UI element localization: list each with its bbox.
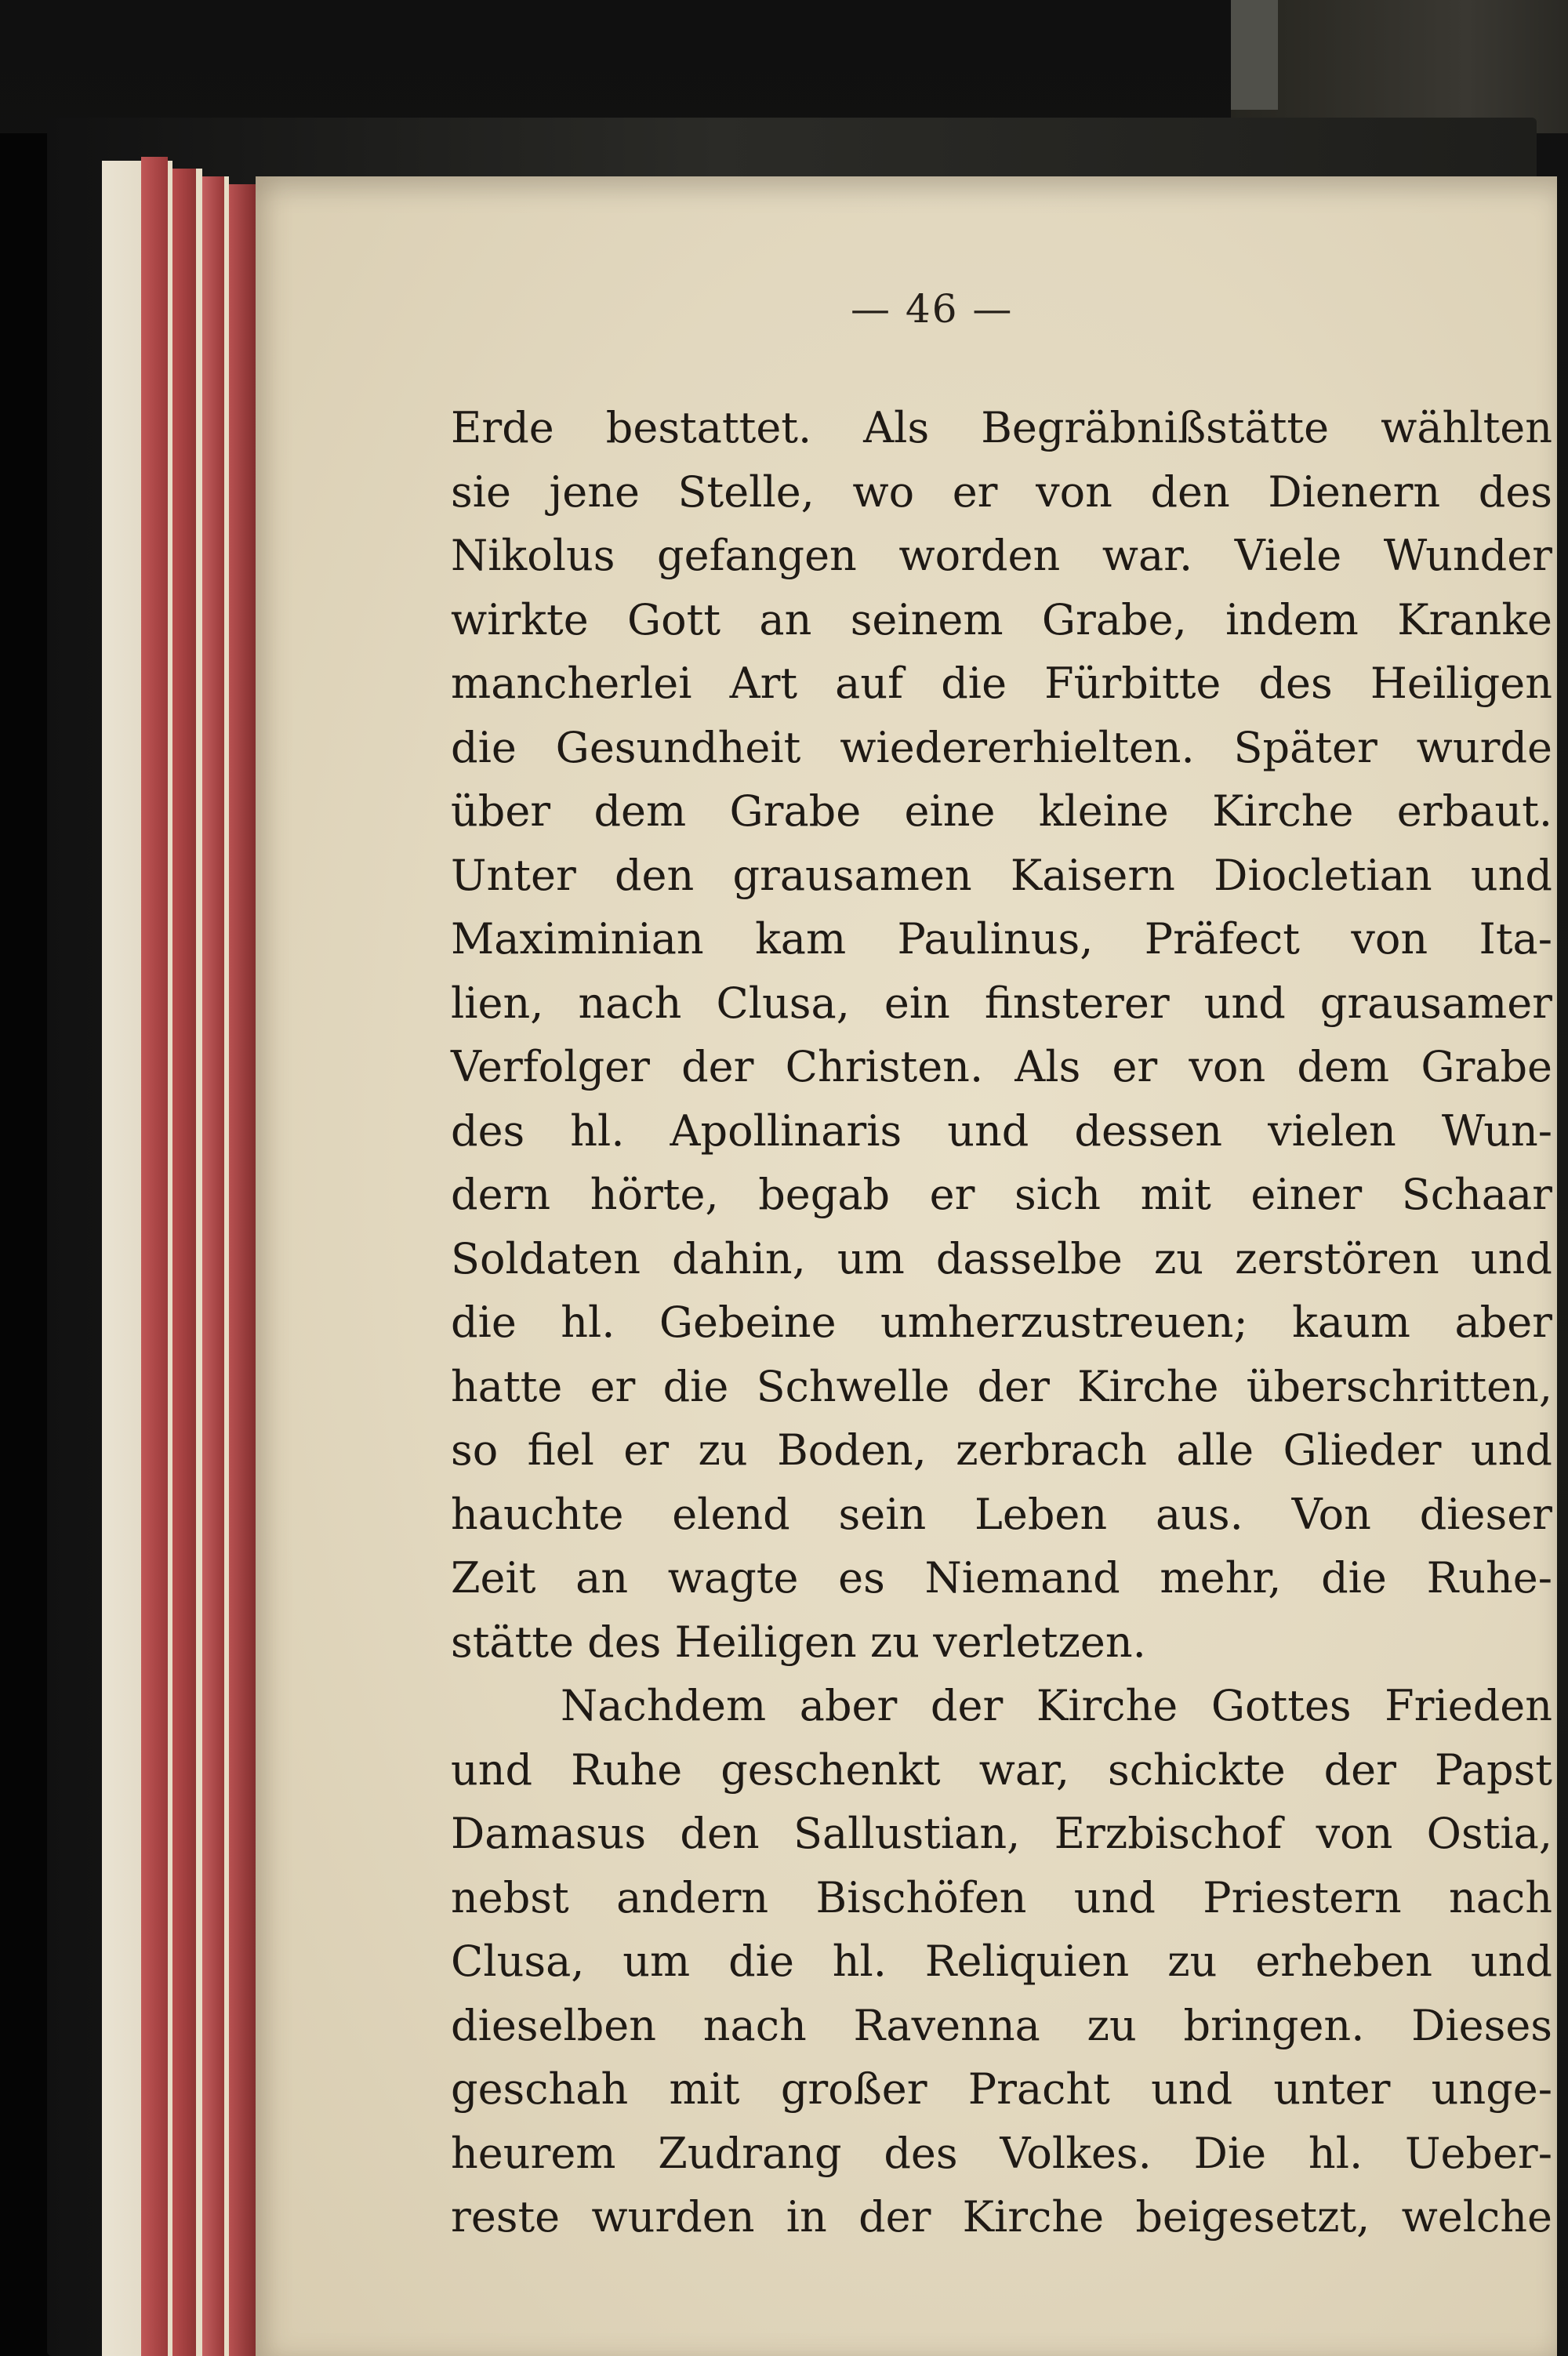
text-line: sie jene Stelle, wo er von den Dienern des [451,466,1552,517]
text-line: lien, nach Clusa, ein finsterer und grausamer [451,978,1552,1028]
red-page-edge [202,176,224,2356]
text-line: hatte er die Schwelle der Kirche überschritten, [451,1361,1552,1411]
text-line: über dem Grabe eine kleine Kirche erbaut. [451,786,1552,836]
text-line: Zeit an wagte es Niemand mehr, die Ruhe- [451,1553,1552,1603]
text-line: Nachdem aber der Kirche Gottes Frieden [561,1681,1552,1730]
text-line: heurem Zudrang des Volkes. Die hl. Ueber- [451,2128,1552,2178]
text-line: die Gesundheit wiedererhielten. Später wurde [451,722,1552,772]
text-line: Clusa, um die hl. Reliquien zu erheben und [451,1937,1552,1986]
text-line: nebst andern Bischöfen und Priestern nach [451,1872,1552,1922]
text-line: geschah mit großer Pracht und unter unge- [451,2064,1552,2114]
page-edge-gap [196,169,202,2356]
text-line: wirkte Gott an seinem Grabe, indem Kranke [451,594,1552,644]
body-text [451,396,1552,2249]
red-page-edge [172,169,196,2356]
text-line: dern hörte, begab er sich mit einer Schaar [451,1170,1552,1219]
text-line: hauchte elend sein Leben aus. Von dieser [451,1489,1552,1539]
text-line: mancherlei Art auf die Fürbitte des Heiligen [451,659,1552,708]
red-page-edge [229,184,256,2356]
text-line: die hl. Gebeine umherzustreuen; kaum aber [451,1298,1552,1347]
text-line: Soldaten dahin, um dasselbe zu zerstören und [451,1233,1552,1283]
text-line: Maximinian kam Paulinus, Präfect von Ita- [451,914,1552,964]
text-line: und Ruhe geschenkt war, schickte der Papst [451,1744,1552,1795]
red-page-edge [141,157,168,2356]
page-number: — 46 — [851,286,1014,332]
text-line: Verfolger der Christen. Als er von dem Grabe [451,1042,1552,1091]
text-line: so fiel er zu Boden, zerbrach alle Glieder und [451,1425,1552,1475]
background-object [1231,0,1568,133]
text-line: Unter den grausamen Kaisern Diocletian und [451,850,1552,900]
text-line: Damasus den Sallustian, Erzbischof von Ostia, [451,1809,1552,1858]
text-line: Erde bestattet. Als Begräbnißstätte wählten [451,403,1552,452]
text-line: reste wurden in der Kirche beigesetzt, welche [451,2192,1552,2242]
text-line: des hl. Apollinaris und dessen vielen Wun- [451,1105,1552,1156]
text-line: stätte des Heiligen zu verletzen. [451,1617,1146,1667]
text-line: dieselben nach Ravenna zu bringen. Dieses [451,2000,1552,2050]
background-object-edge [1231,0,1278,110]
text-line: Nikolus gefangen worden war. Viele Wunder [451,531,1552,580]
